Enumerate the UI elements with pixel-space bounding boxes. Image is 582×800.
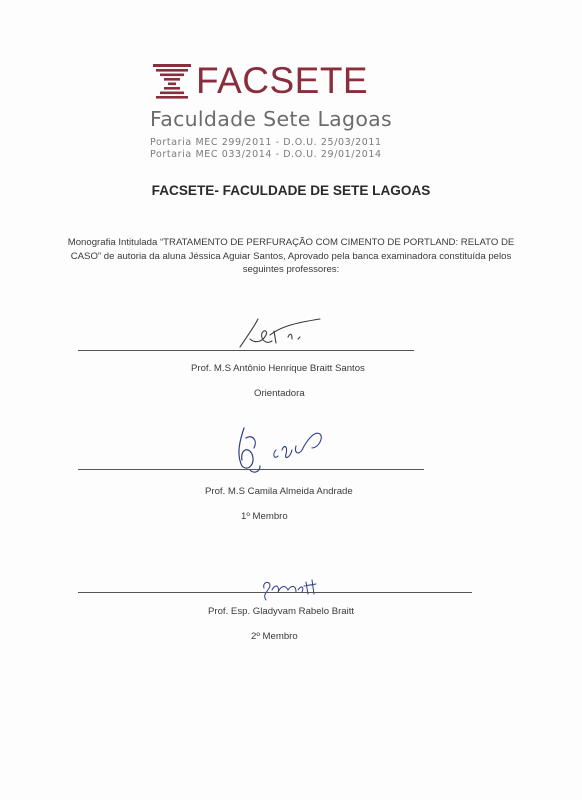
- ordinance-line-1: Portaria MEC 299/2011 - D.O.U. 25/03/2011: [150, 137, 382, 148]
- signature-line-2: [78, 469, 424, 470]
- signature-3: [258, 574, 328, 604]
- document-title: FACSETE- FACULDADE DE SETE LAGOAS: [151, 183, 431, 198]
- signature-line-3: [78, 592, 472, 593]
- brand-name: FACSETE: [196, 60, 369, 101]
- approval-statement: Monografia Intitulada “TRATAMENTO DE PERFURAÇÃO COM CIMENTO DE PORTLAND: RELATO DE CASO” de autoria da aluna Jéssica Aguiar Santos, Aprovado pela banca examinadora constituída pelos seguintes professores:: [67, 237, 515, 276]
- facsete-emblem-icon: [153, 64, 191, 100]
- signatory-role-1: Orientadora: [254, 388, 305, 399]
- facsete-logo: [150, 58, 393, 168]
- ordinance-line-2: Portaria MEC 033/2014 - D.O.U. 29/01/2014: [150, 149, 382, 160]
- signatory-role-2: 1º Membro: [241, 511, 288, 522]
- brand-subtitle: Faculdade Sete Lagoas: [150, 107, 393, 131]
- signatory-role-3: 2º Membro: [251, 631, 298, 642]
- signature-2: [232, 420, 332, 476]
- signatory-name-3: Prof. Esp. Gladyvam Rabelo Braitt: [208, 606, 355, 617]
- signature-line-1: [78, 350, 414, 351]
- signatory-name-1: Prof. M.S Antônio Henrique Braitt Santos: [191, 363, 365, 374]
- signature-1: [236, 313, 326, 353]
- signatory-name-2: Prof. M.S Camila Almeida Andrade: [205, 486, 353, 497]
